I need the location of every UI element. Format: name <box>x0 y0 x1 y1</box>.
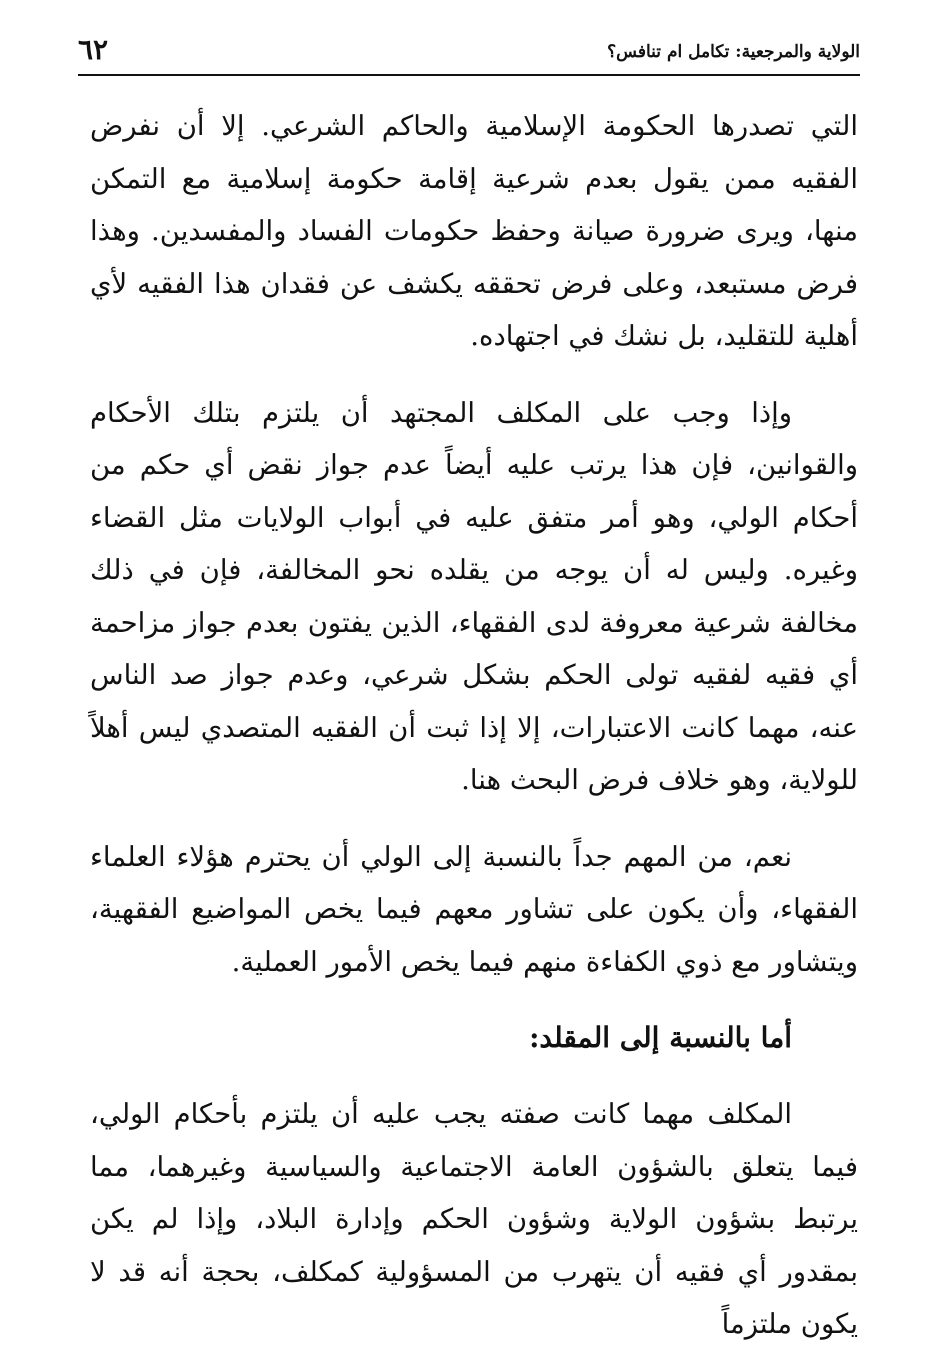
header-rule <box>78 74 860 76</box>
paragraph-gap <box>90 363 858 387</box>
running-title: الولاية والمرجعية: تكامل ام تنافس؟ <box>607 42 860 62</box>
paragraph-gap <box>90 1064 858 1088</box>
paragraph-gap <box>90 807 858 831</box>
page-number: ٦٢ <box>78 33 109 66</box>
paragraph-2: وإذا وجب على المكلف المجتهد أن يلتزم بتلك الأحكام والقوانين، فإن هذا يرتب عليه أيضاً عدم جواز نقض أي حكم من أحكام الولي، وهو أمر متفق عليه في أبواب الولايات مثل القضاء وغيره. وليس له أن يوجه من يقلده نحو المخالفة، فإن في ذلك مخالفة شرعية معروفة لدى الفقهاء، الذين يفتون بعدم جواز مزاحمة أي فقيه لفقيه تولى الحكم بشكل شرعي، وعدم جواز صد الناس عنه، مهما كانت الاعتبارات، إلا إذا ثبت أن الفقيه المتصدي ليس أهلاً للولاية، وهو خلاف فرض البحث هنا. <box>90 396 858 796</box>
section-heading: أما بالنسبة إلى المقلد: <box>529 1021 792 1054</box>
paragraph-3: نعم، من المهم جداً بالنسبة إلى الولي أن يحترم هؤلاء العلماء الفقهاء، وأن يكون على تشاور معهم فيما يخص المواضيع الفقهية، ويتشاور مع ذوي الكفاءة منهم فيما يخص الأمور العملية. <box>90 840 858 978</box>
page-body <box>90 100 858 1351</box>
page-header <box>78 30 860 70</box>
paragraph-4: المكلف مهما كانت صفته يجب عليه أن يلتزم بأحكام الولي، فيما يتعلق بالشؤون العامة الاجتماعية والسياسية وغيرهما، مما يرتبط بشؤون الولاية وشؤون الحكم وإدارة البلاد، وإذا لم يكن بمقدور أي فقيه أن يتهرب من المسؤولية كمكلف، بحجة أنه قد لا يكون ملتزماً <box>90 1098 858 1340</box>
paragraph-gap <box>90 988 858 1012</box>
paragraph-1: التي تصدرها الحكومة الإسلامية والحاكم الشرعي. إلا أن نفرض الفقيه ممن يقول بعدم شرعية إقامة حكومة إسلامية مع التمكن منها، ويرى ضرورة صيانة وحفظ حكومات الفساد والمفسدين. وهذا فرض مستبعد، وعلى فرض تحققه يكشف عن فقدان هذا الفقيه لأي أهلية للتقليد، بل نشك في اجتهاده. <box>90 110 858 352</box>
